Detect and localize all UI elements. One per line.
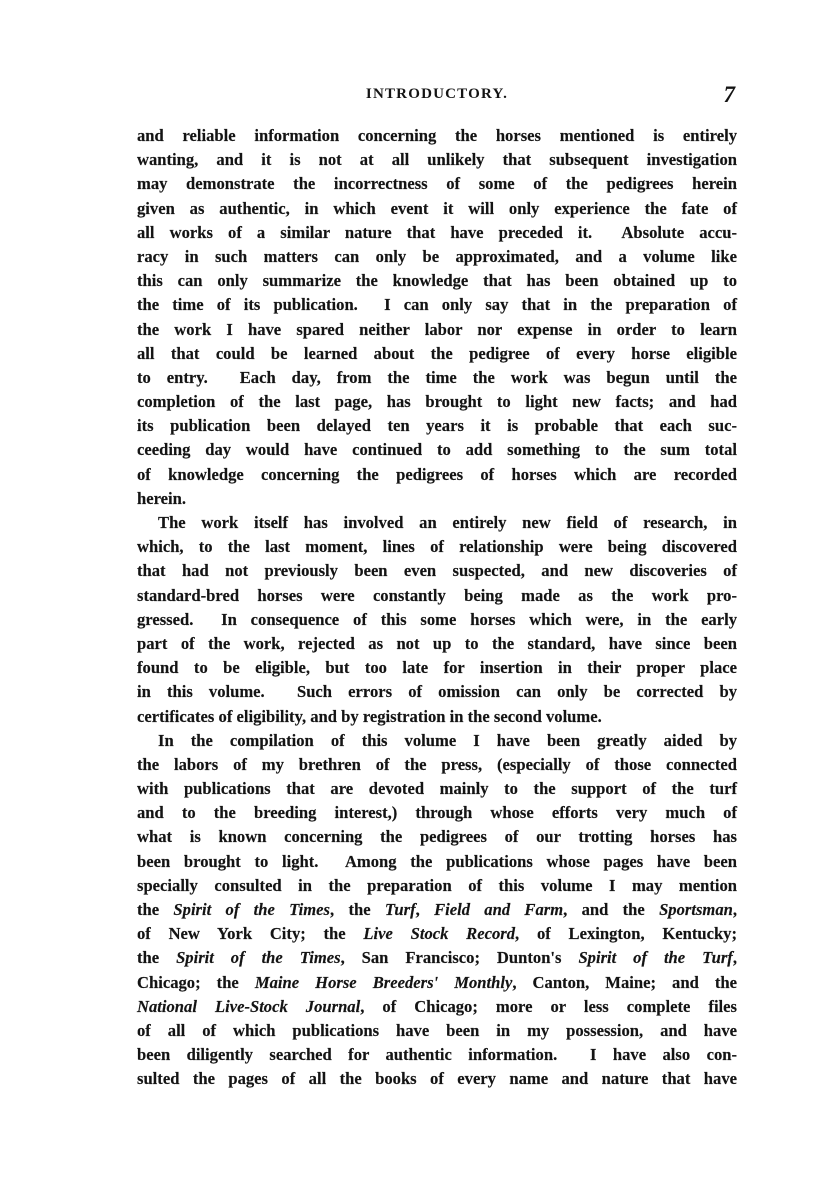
text-run: sulted the pages of all the books of every name and nature that have: [137, 1069, 737, 1089]
text-line: [137, 801, 737, 825]
italic-title: Spirit of the Times: [173, 900, 331, 919]
text-run: gressed. In consequence of this some horses which were, in the early: [137, 609, 737, 629]
text-line: [137, 438, 737, 462]
page-number: 7: [723, 82, 735, 107]
text-line: [137, 318, 737, 342]
text-run: ,: [732, 948, 737, 968]
text-line: [137, 584, 737, 608]
text-run: , and the: [563, 900, 660, 919]
text-line: [137, 342, 737, 366]
text-run: its publication been delayed ten years it is probable that each suc-: [137, 416, 737, 436]
text-run: certificates of eligibility, and by registration in the second volume.: [137, 706, 602, 726]
text-run: , of Chicago; more or less complete files: [360, 996, 737, 1016]
text-line: [137, 656, 737, 680]
text-line: [137, 971, 737, 995]
text-line: [137, 608, 737, 632]
text-run: ceeding day would have continued to add something to the sum total: [137, 440, 737, 460]
text-run: ,: [732, 900, 737, 919]
text-run: herein.: [137, 488, 187, 508]
text-run: the: [137, 900, 174, 919]
text-run: In the compilation of this volume I have been greatly aided by: [158, 730, 737, 750]
text-run: , of Lexington, Kentucky;: [515, 924, 738, 944]
text-line: [137, 366, 737, 390]
text-line: [137, 922, 737, 946]
text-run: which, to the last moment, lines of relationship were being discovered: [137, 537, 737, 557]
text-line: [137, 390, 737, 414]
text-line: [137, 850, 737, 874]
text-run: ,: [415, 900, 435, 919]
text-line: [137, 197, 737, 221]
italic-title: Sportsman: [659, 900, 733, 919]
text-run: and reliable information concerning the horses mentioned is entirely: [137, 126, 737, 145]
text-line: [137, 269, 737, 293]
text-run: what is known concerning the pedigrees of our trotting horses has: [137, 827, 737, 847]
italic-title: Turf: [384, 900, 416, 919]
text-run: of knowledge concerning the pedigrees of horses which are recorded: [137, 464, 737, 484]
text-run: standard-bred horses were constantly being made as the work pro-: [137, 585, 737, 605]
text-line: [137, 1019, 737, 1043]
text-line: [137, 680, 737, 704]
text-line: [137, 487, 737, 511]
text-run: been brought to light. Among the publications whose pages have been: [137, 851, 737, 871]
text-run: specially consulted in the preparation of this volume I may mention: [137, 875, 737, 895]
italic-title: National Live-Stock Journal: [137, 996, 361, 1016]
text-line: [137, 705, 737, 729]
italic-title: Live Stock Record: [363, 924, 516, 944]
text-run: the: [137, 948, 177, 968]
text-run: The work itself has involved an entirely new field of research, in: [158, 513, 737, 532]
text-run: of New York City; the: [137, 924, 364, 944]
text-run: and to the breeding interest,) through whose efforts very much of: [137, 803, 737, 823]
text-run: , Canton, Maine; and the: [512, 972, 737, 992]
text-line: [137, 874, 737, 898]
text-run: the work I have spared neither labor nor expense in order to learn: [137, 319, 737, 339]
text-line: [137, 632, 737, 656]
text-line: [137, 148, 737, 172]
text-run: , San Francisco; Dunton's: [340, 948, 579, 968]
text-run: the labors of my brethren of the press, (especially of those connected: [137, 754, 737, 774]
body-text: [137, 124, 737, 1092]
text-run: may demonstrate the incorrectness of some of the pedigrees herein: [137, 174, 737, 194]
text-run: this can only summarize the knowledge that has been obtained up to: [137, 271, 737, 291]
text-line: [137, 535, 737, 559]
italic-title: Spirit of the Times: [176, 948, 341, 968]
text-run: to entry. Each day, from the time the work was begun until the: [137, 367, 737, 387]
text-line: [137, 753, 737, 777]
text-run: all works of a similar nature that have preceded it. Absolute accu-: [137, 222, 737, 242]
text-run: with publications that are devoted mainly to the support of the turf: [137, 779, 737, 799]
text-run: all that could be learned about the pedigree of every horse eligible: [137, 343, 737, 363]
text-line: [137, 559, 737, 583]
text-run: given as authentic, in which event it will only experience the fate of: [137, 198, 737, 218]
text-run: of all of which publications have been in my possession, and have: [137, 1020, 737, 1040]
text-line: [137, 777, 737, 801]
text-line: [137, 221, 737, 245]
text-line: [137, 946, 737, 970]
text-run: the time of its publication. I can only say that in the preparation of: [137, 295, 737, 315]
text-line: [137, 1043, 737, 1067]
text-line: [137, 729, 737, 753]
italic-title: Spirit of the Turf: [578, 948, 733, 968]
text-line: [137, 172, 737, 196]
text-line: [137, 1067, 737, 1091]
italic-title: Maine Horse Breeders' Monthly: [254, 972, 513, 992]
text-line: [137, 511, 737, 535]
text-run: wanting, and it is not at all unlikely that subsequent investigation: [137, 150, 737, 170]
page-header: [137, 82, 737, 114]
italic-title: Field and Farm: [434, 900, 564, 919]
text-run: found to be eligible, but too late for insertion in their proper place: [137, 658, 737, 678]
text-line: [137, 463, 737, 487]
text-line: [137, 293, 737, 317]
text-line: [137, 898, 737, 922]
text-run: racy in such matters can only be approximated, and a volume like: [137, 246, 737, 266]
text-run: part of the work, rejected as not up to the standard, have since been: [137, 633, 737, 653]
text-line: [137, 995, 737, 1019]
text-line: [137, 825, 737, 849]
text-line: [137, 245, 737, 269]
text-line: [137, 124, 737, 148]
running-head: INTRODUCTORY.: [365, 86, 509, 102]
text-run: that had not previously been even suspected, and new discoveries of: [137, 561, 737, 581]
text-run: , the: [330, 900, 385, 919]
text-run: Chicago; the: [137, 972, 255, 992]
text-run: been diligently searched for authentic information. I have also con-: [137, 1045, 737, 1065]
book-page: [137, 82, 738, 1092]
text-line: [137, 414, 737, 438]
text-run: in this volume. Such errors of omission can only be corrected by: [137, 682, 737, 702]
text-run: completion of the last page, has brought to light new facts; and had: [137, 392, 737, 412]
